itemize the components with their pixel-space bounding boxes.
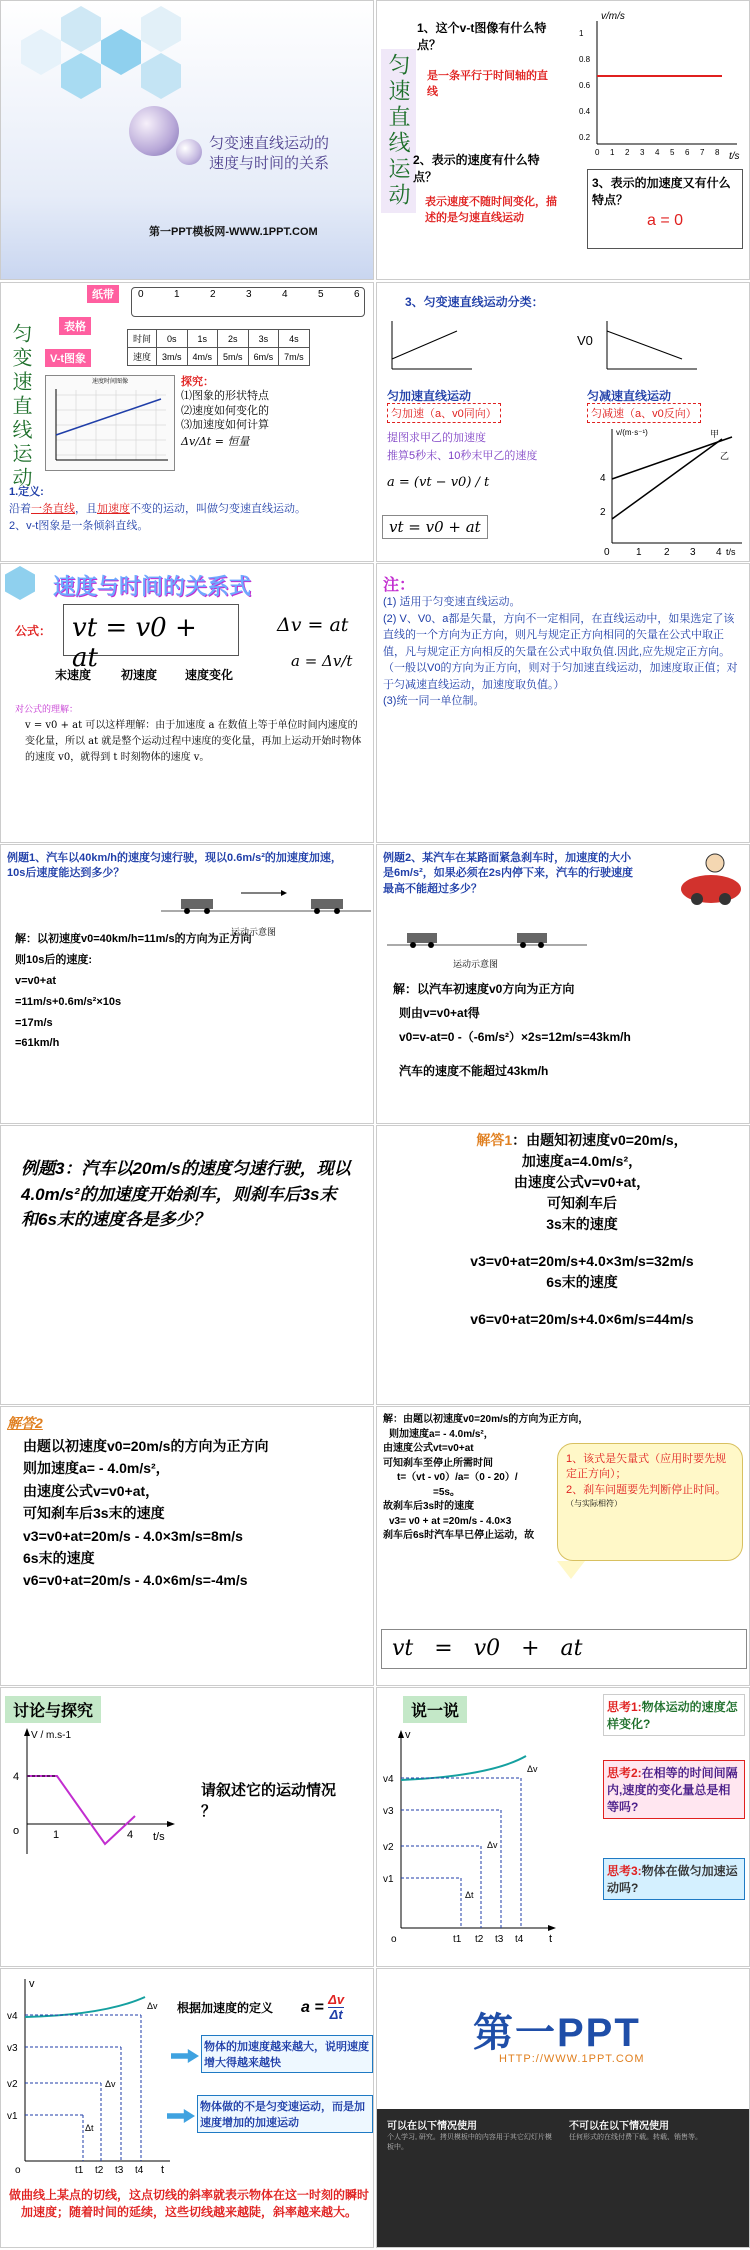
- caption-final: 末速度: [55, 668, 92, 682]
- slide-example1: [0, 844, 374, 1124]
- answer-line: 解：由题以初速度v0=20m/s的方向为正方向，: [383, 1414, 589, 1425]
- x-tick: 4: [655, 148, 660, 157]
- a-eq: a =: [301, 1999, 324, 2017]
- jia-label: 甲: [710, 429, 720, 439]
- understanding-title: 对公式的理解：: [15, 704, 79, 714]
- understanding-text: v = v0 + at 可以这样理解：由于加速度 a 在数值上等于单位时间内速度的变化量，所以 at 就是整个运动过程中速度的变化量，再加上运动开始时物体的速度 v0，就得到 t 时刻物体的速度 v。: [25, 720, 362, 763]
- formula-a: a = Δv/t: [291, 652, 353, 670]
- y-tick: v2: [383, 1842, 394, 1853]
- slide-notes: [376, 563, 750, 843]
- think-3-label: 思考3:: [607, 1864, 642, 1878]
- x-tick: t4: [135, 2165, 144, 2175]
- title-block: [209, 134, 329, 173]
- answer-line: 由速度公式vt=v0+at: [383, 1443, 474, 1454]
- definition: [9, 501, 369, 534]
- vt-chart: [45, 375, 175, 471]
- table-cell: 7m/s: [279, 348, 310, 366]
- logo-url: HTTP://WWW.1PPT.COM: [499, 2053, 645, 2065]
- y-tick: v1: [383, 1874, 394, 1885]
- x-tick: 4: [716, 547, 722, 558]
- x-tick: t1: [453, 1934, 462, 1945]
- slide-uniform-motion: [376, 0, 750, 280]
- x-tick: 6: [685, 148, 690, 157]
- usage-panel: [377, 2109, 750, 2248]
- sol-line: =17m/s: [15, 1016, 53, 1029]
- task-1: 提图求甲乙的加速度: [387, 432, 486, 444]
- answer-line: v3=v0+at=20m/s+4.0×3m/s=32m/s: [470, 1253, 694, 1269]
- x-axis-label: t: [549, 1933, 553, 1945]
- curve-graph: [5, 1975, 175, 2175]
- answer-line: v3=v0+at=20m/s - 4.0×3m/s=8m/s: [23, 1527, 243, 1544]
- arrow-icon: [171, 2049, 199, 2063]
- y-tick: 0.2: [579, 133, 591, 142]
- car-diagram: [161, 883, 371, 923]
- dv-label: Δv: [147, 2001, 158, 2011]
- jia-yi-graph: [592, 423, 747, 559]
- diagram-caption: 运动示意图: [231, 927, 277, 937]
- think-1-label: 思考1:: [607, 1700, 642, 1714]
- allowed-heading: 可以在以下情况使用: [387, 2121, 477, 2132]
- slide-example2: [376, 844, 750, 1124]
- x-tick: 2: [664, 547, 670, 558]
- y-tick: 0.8: [579, 55, 591, 64]
- y-tick: 4: [13, 1771, 20, 1783]
- answer-line: 可知刹车后3s末的速度: [23, 1505, 165, 1522]
- answer-line: 6s末的速度: [546, 1274, 618, 1290]
- answer2: [23, 1435, 268, 1592]
- callout-3: （与实际相符）: [566, 1499, 622, 1509]
- x-tick: 1: [53, 1829, 60, 1841]
- callout-1: 1、该式是矢量式（应用时要先规定正方向）；: [566, 1453, 727, 1481]
- example2-solution: [393, 977, 631, 1083]
- usage-forbidden: [569, 2117, 739, 2142]
- slide-example3: [0, 1125, 374, 1405]
- car-diagram: [387, 919, 587, 955]
- formula-a: a = (vt − v0) / t: [387, 475, 490, 490]
- denominator: Δt: [329, 2007, 343, 2023]
- slide-title: [0, 0, 374, 280]
- answer-line: 3s末的速度: [546, 1216, 618, 1232]
- callout-bubble: [557, 1443, 743, 1561]
- logo-area: [377, 1969, 750, 2109]
- y-axis-label: v/m/s: [601, 11, 625, 22]
- answer-line: 6s末的速度: [23, 1549, 95, 1566]
- side-title: 匀速直线运动: [381, 49, 416, 213]
- hex-decor: [5, 566, 35, 600]
- ruler-mark: 2: [210, 289, 216, 300]
- callout-2: 2、刹车问题要先判断停止时间。: [566, 1483, 727, 1496]
- dv-label: Δv: [527, 1764, 538, 1774]
- answer-3: a = 0: [646, 212, 684, 229]
- table-header-cell: 2s: [218, 330, 249, 348]
- hex-decor: [61, 53, 101, 99]
- note-body: [383, 594, 743, 710]
- hex-decor: [101, 29, 141, 75]
- hex-decor: [61, 6, 101, 52]
- def-line: 一条直线: [31, 503, 75, 515]
- definition-text: 根据加速度的定义: [177, 2001, 274, 2015]
- slide-end: [376, 1968, 750, 2248]
- accel-label: 匀加速直线运动: [387, 389, 472, 403]
- answer-1: 是一条平行于时间轴的直线: [427, 70, 548, 98]
- dv-label: Δv: [105, 2079, 116, 2089]
- vt-graph: [5, 1724, 185, 1874]
- origin: o: [13, 1825, 20, 1837]
- explore-block: [181, 375, 269, 449]
- example2-question: 例题2、某汽车在某路面紧急刹车时，加速度的大小是6m/s²，如果必须在2s内停下来，汽车的行驶速度最高不能超过多少？: [383, 852, 633, 895]
- ruler-mark: 0: [138, 289, 144, 300]
- discussion-question: 请叙述它的运动情况 ？: [201, 1782, 337, 1820]
- y-tick: 0.4: [579, 107, 591, 116]
- answer-line: t=（vt - v0）/a=（0 - 20）/: [397, 1472, 518, 1483]
- formula-title: 速度与时间的关系式: [53, 574, 252, 599]
- table-header-cell: 4s: [279, 330, 310, 348]
- definition-2: 2、v-t图象是一条倾斜直线。: [9, 519, 149, 532]
- table-cell: 5m/s: [218, 348, 249, 366]
- example1-question: 例题1、汽车以40km/h的速度匀速行驶，现以0.6m/s²的加速度加速，10s后速度能达到多少？: [7, 852, 342, 880]
- answer-2: 表示速度不随时间变化，描述的是匀速直线运动: [425, 196, 557, 224]
- talk-title: 说一说: [403, 1696, 467, 1723]
- x-axis-label: t/s: [726, 547, 736, 557]
- accel-graph: [387, 319, 477, 374]
- table-cell: 4m/s: [187, 348, 218, 366]
- table-cell: 3m/s: [157, 348, 188, 366]
- forbidden-text: 任何形式的在线付费下载。转载、销售等。: [569, 2134, 702, 2141]
- formula-label: 公式：: [15, 624, 52, 638]
- x-tick: t4: [515, 1934, 524, 1945]
- question-2: 2、表示的速度有什么特点？: [413, 153, 540, 184]
- sol-line: v=v0+at: [15, 974, 56, 987]
- bullet-1: 物体的加速度越来越大，说明速度增大得越来越快: [201, 2035, 373, 2073]
- accel-eq: [301, 1993, 344, 2023]
- sol-line: 解：以初速度v0=40km/h=11m/s的方向为正方向: [15, 933, 252, 945]
- allowed-text: 个人学习, 研究。拷贝模板中的内容用于其它幻灯片模板中。: [387, 2134, 552, 2151]
- title-line1: 匀变速直线运动的: [209, 135, 330, 152]
- tangent-conclusion: 做曲线上某点的切线，这点切线的斜率就表示物体在这一时刻的瞬时加速度；随着时间的延续，这些切线越来越陡，斜率越来越大。: [9, 2188, 370, 2219]
- sol-line: =11m/s+0.6m/s²×10s: [15, 995, 122, 1008]
- answer-line: 故刹车后3s时的速度: [383, 1501, 475, 1512]
- usage-allowed: [387, 2117, 557, 2152]
- x-axis-label: t: [161, 2164, 165, 2175]
- y-axis-label: v/(m·s⁻¹): [616, 428, 648, 437]
- y-axis-label: V / m.s-1: [31, 1730, 72, 1741]
- discussion-title: 讨论与探究: [5, 1696, 101, 1723]
- think-3-box: [603, 1858, 745, 1900]
- def-part: 不变的运动，叫做匀变速直线运动。: [130, 503, 306, 515]
- title-line2: 速度与时间的关系: [209, 154, 330, 172]
- callout-tail: [557, 1561, 585, 1579]
- table-header-cell: 时间: [128, 330, 157, 348]
- answer2-heading: 解答2: [7, 1415, 43, 1431]
- accel-note: 匀加速（a、v0同向）: [387, 403, 501, 423]
- x-tick: 4: [127, 1829, 134, 1841]
- table-cell: 速度: [128, 348, 157, 366]
- answer-line: =5s。: [433, 1486, 460, 1498]
- formula-vt: vt = v0 + at: [382, 515, 488, 539]
- table-header-cell: 3s: [248, 330, 279, 348]
- side-title: 匀变速直线运动: [9, 323, 31, 491]
- vt-plot: [46, 385, 174, 469]
- y-tick: 4: [600, 473, 606, 484]
- decel-note: 匀减速（a、v0反向）: [587, 403, 701, 423]
- ruler-mark: 4: [282, 289, 288, 300]
- x-tick: t1: [75, 2165, 84, 2175]
- ruler-mark: 3: [246, 289, 252, 300]
- def-part: 沿着: [9, 503, 31, 515]
- site-label: 第一PPT模板网-WWW.1PPT.COM: [149, 226, 318, 238]
- y-axis-label: v: [405, 1729, 411, 1741]
- table-cell: 6m/s: [248, 348, 279, 366]
- question-3: 3、表示的加速度又有什么特点？: [592, 176, 731, 207]
- answer-line: v6=v0+at=20m/s+4.0×6m/s=44m/s: [470, 1311, 694, 1327]
- y-tick: 0.6: [579, 81, 591, 90]
- x-tick: 3: [640, 148, 645, 157]
- sol-line: v0=v-at=0 -（-6m/s²）×2s=12m/s=43km/h: [399, 1030, 631, 1044]
- x-tick: 1: [610, 148, 615, 157]
- def-accel: 加速度: [97, 503, 130, 515]
- y-tick: v4: [383, 1774, 394, 1785]
- table-header-cell: 0s: [157, 330, 188, 348]
- x-tick: 3: [690, 547, 696, 558]
- question-3-box: [587, 169, 743, 249]
- decel-graph: [602, 319, 702, 374]
- formula-dv: Δv = at: [277, 614, 349, 636]
- curve-graph: [381, 1728, 561, 1964]
- tag-table: 表格: [59, 317, 91, 335]
- slide-answer3: [376, 1406, 750, 1686]
- think-3-text: 物体在做匀加速运动吗?: [607, 1864, 738, 1895]
- origin: o: [391, 1934, 397, 1945]
- bullet-2: 物体做的不是匀变速运动，而是加速度增加的加速运动: [197, 2095, 373, 2133]
- dv-label: Δv: [487, 1840, 498, 1850]
- answer-line: v6=v0+at=20m/s - 4.0×6m/s=-4m/s: [23, 1572, 248, 1589]
- table-header-cell: 1s: [187, 330, 218, 348]
- answer1-heading: 解答1: [476, 1132, 513, 1148]
- ruler-mark: 5: [318, 289, 324, 300]
- x-tick: t2: [95, 2165, 104, 2175]
- x-tick: t3: [495, 1934, 504, 1945]
- task-2: 推算5秒末、10秒末甲乙的速度: [387, 450, 538, 462]
- y-tick: v3: [383, 1806, 394, 1817]
- example1-solution: [15, 929, 252, 1054]
- y-tick: v2: [7, 2079, 18, 2090]
- hex-decor: [21, 29, 61, 75]
- explore-title: 探究：: [181, 376, 214, 388]
- x-tick: t3: [115, 2165, 124, 2175]
- y-axis-label: v: [29, 1978, 35, 1990]
- v0-label: V0: [577, 333, 593, 348]
- answer1: [423, 1130, 741, 1330]
- formula-main: vt = v0 + at: [63, 604, 239, 656]
- answer-line: 由速度公式v=v0+at，: [513, 1174, 651, 1190]
- y-tick: v1: [7, 2111, 18, 2122]
- example3-question: 例题3：汽车以20m/s的速度匀速行驶，现以4.0m/s²的加速度开始刹车，则刹车后3s末和6s末的速度各是多少？: [21, 1159, 351, 1229]
- sol-line: 解：以汽车初速度v0方向为正方向: [393, 982, 575, 996]
- formula: Δv/Δt = 恒量: [181, 435, 250, 449]
- answer-line: v3= v0 + at =20m/s - 4.0×3: [389, 1515, 512, 1527]
- dt-label: Δt: [85, 2123, 94, 2133]
- dt-label: Δt: [465, 1890, 474, 1900]
- slide-uniform-accel: [0, 282, 374, 562]
- answer-line: ：由题知初速度v0=20m/s，: [512, 1132, 688, 1148]
- sol-line: 则10s后的速度:: [15, 953, 93, 966]
- vt-graph-uniform: [557, 9, 747, 159]
- answer-line: 可知刹车后: [547, 1195, 617, 1211]
- logo: 第一PPT: [473, 2011, 641, 2055]
- slide-talk: [376, 1687, 750, 1967]
- x-tick: 7: [700, 148, 705, 157]
- decel-label: 匀减速直线运动: [587, 389, 672, 403]
- sol-line: 则由v=v0+at得: [399, 1006, 480, 1020]
- answer-line: 由题以初速度v0=20m/s的方向为正方向: [23, 1438, 269, 1454]
- origin: o: [15, 2165, 21, 2175]
- explore-3: ⑶加速度如何计算: [181, 418, 269, 431]
- caption-initial: 初速度: [121, 668, 158, 682]
- class-title: 3、匀变速直线运动分类：: [405, 295, 544, 309]
- answer-line: 可知刹车至停止所需时间: [383, 1457, 493, 1469]
- speed-table: [127, 329, 310, 366]
- sphere-decor: [176, 139, 202, 165]
- slide-answer2: [0, 1406, 374, 1686]
- caption-change: 速度变化: [185, 668, 234, 682]
- sphere-decor: [129, 106, 179, 156]
- x-tick: 8: [715, 148, 720, 157]
- question-1: 1、这个v-t图像有什么特点？: [417, 21, 547, 52]
- think-1-text: 物体运动的速度怎样变化?: [607, 1700, 738, 1731]
- numerator: Δv: [328, 1992, 345, 2007]
- think-2-text: 在相等的时间间隔内,速度的变化量总是相等吗?: [607, 1766, 738, 1814]
- paper-tape: [131, 287, 365, 317]
- answer-line: 加速度a=4.0m/s²，: [521, 1153, 643, 1169]
- ruler-mark: 6: [354, 289, 360, 300]
- chart-title: 速度时间图像: [91, 379, 128, 385]
- definition-title: 1.定义:: [9, 486, 44, 498]
- slide-discussion: [0, 1687, 374, 1967]
- answer-line: 由速度公式v=v0+at，: [23, 1482, 160, 1499]
- x-tick: 0: [595, 148, 600, 157]
- note-1: (1) 适用于匀变速直线运动。: [383, 596, 521, 608]
- x-tick: 0: [604, 547, 610, 558]
- think-2-box: [603, 1760, 745, 1819]
- x-tick: 1: [636, 547, 642, 558]
- note-3: (3)统一同一单位制。: [383, 695, 485, 707]
- slide-classification: [376, 282, 750, 562]
- tag-tape: 纸带: [87, 285, 119, 303]
- explore-1: ⑴图象的形状特点: [181, 390, 269, 403]
- x-tick: 2: [625, 148, 630, 157]
- hex-decor: [141, 6, 181, 52]
- note-2: (2) V、V0、a都是矢量，方向不一定相同，在直线运动中，如果选定了该直线的一个方向为正方向，则凡与规定正方向相同的矢量在公式中取正值，凡与规定正方向相反的矢量在公式中取负值.因此,应先规定正方向。（一般以V0的方向为正方向，则对于匀加速直线运动，加速度取正值；对于匀减速直线运动，加速度取负值。）: [383, 612, 738, 691]
- think-1-box: [603, 1694, 745, 1736]
- formula-box: vt = v0 + at: [381, 1629, 747, 1669]
- forbidden-heading: 不可以在以下情况使用: [569, 2121, 669, 2132]
- y-tick: v3: [7, 2043, 18, 2054]
- x-axis-label: t/s: [729, 151, 740, 159]
- tag-vt: V-t图象: [45, 349, 91, 367]
- slide-tangent: [0, 1968, 374, 2248]
- answer-line: 则加速度a= - 4.0m/s²，: [389, 1428, 494, 1440]
- def-part: ，且: [75, 503, 97, 515]
- y-tick: 1: [579, 29, 584, 38]
- answer-line: 刹车后6s时汽车早已停止运动，故: [383, 1530, 535, 1541]
- y-tick: v4: [7, 2011, 18, 2022]
- note-title: 注：: [383, 577, 416, 594]
- x-axis-label: t/s: [153, 1831, 165, 1843]
- think-2-label: 思考2:: [607, 1766, 642, 1780]
- slide-answer1: [376, 1125, 750, 1405]
- fraction: [328, 1993, 344, 2023]
- ruler-mark: 1: [174, 289, 180, 300]
- diagram-caption: 运动示意图: [453, 959, 499, 969]
- yi-label: 乙: [720, 451, 730, 461]
- hex-decor: [141, 53, 181, 99]
- slide-formula: [0, 563, 374, 843]
- sol-line: 汽车的速度不能超过43km/h: [399, 1064, 549, 1078]
- answer-line: 则加速度a= - 4.0m/s²，: [23, 1460, 170, 1477]
- sol-line: =61km/h: [15, 1037, 60, 1050]
- x-tick: t2: [475, 1934, 484, 1945]
- y-tick: 2: [600, 507, 606, 518]
- explore-2: ⑵速度如何变化的: [181, 404, 269, 417]
- crash-illustration: [667, 849, 747, 909]
- x-tick: 5: [670, 148, 675, 157]
